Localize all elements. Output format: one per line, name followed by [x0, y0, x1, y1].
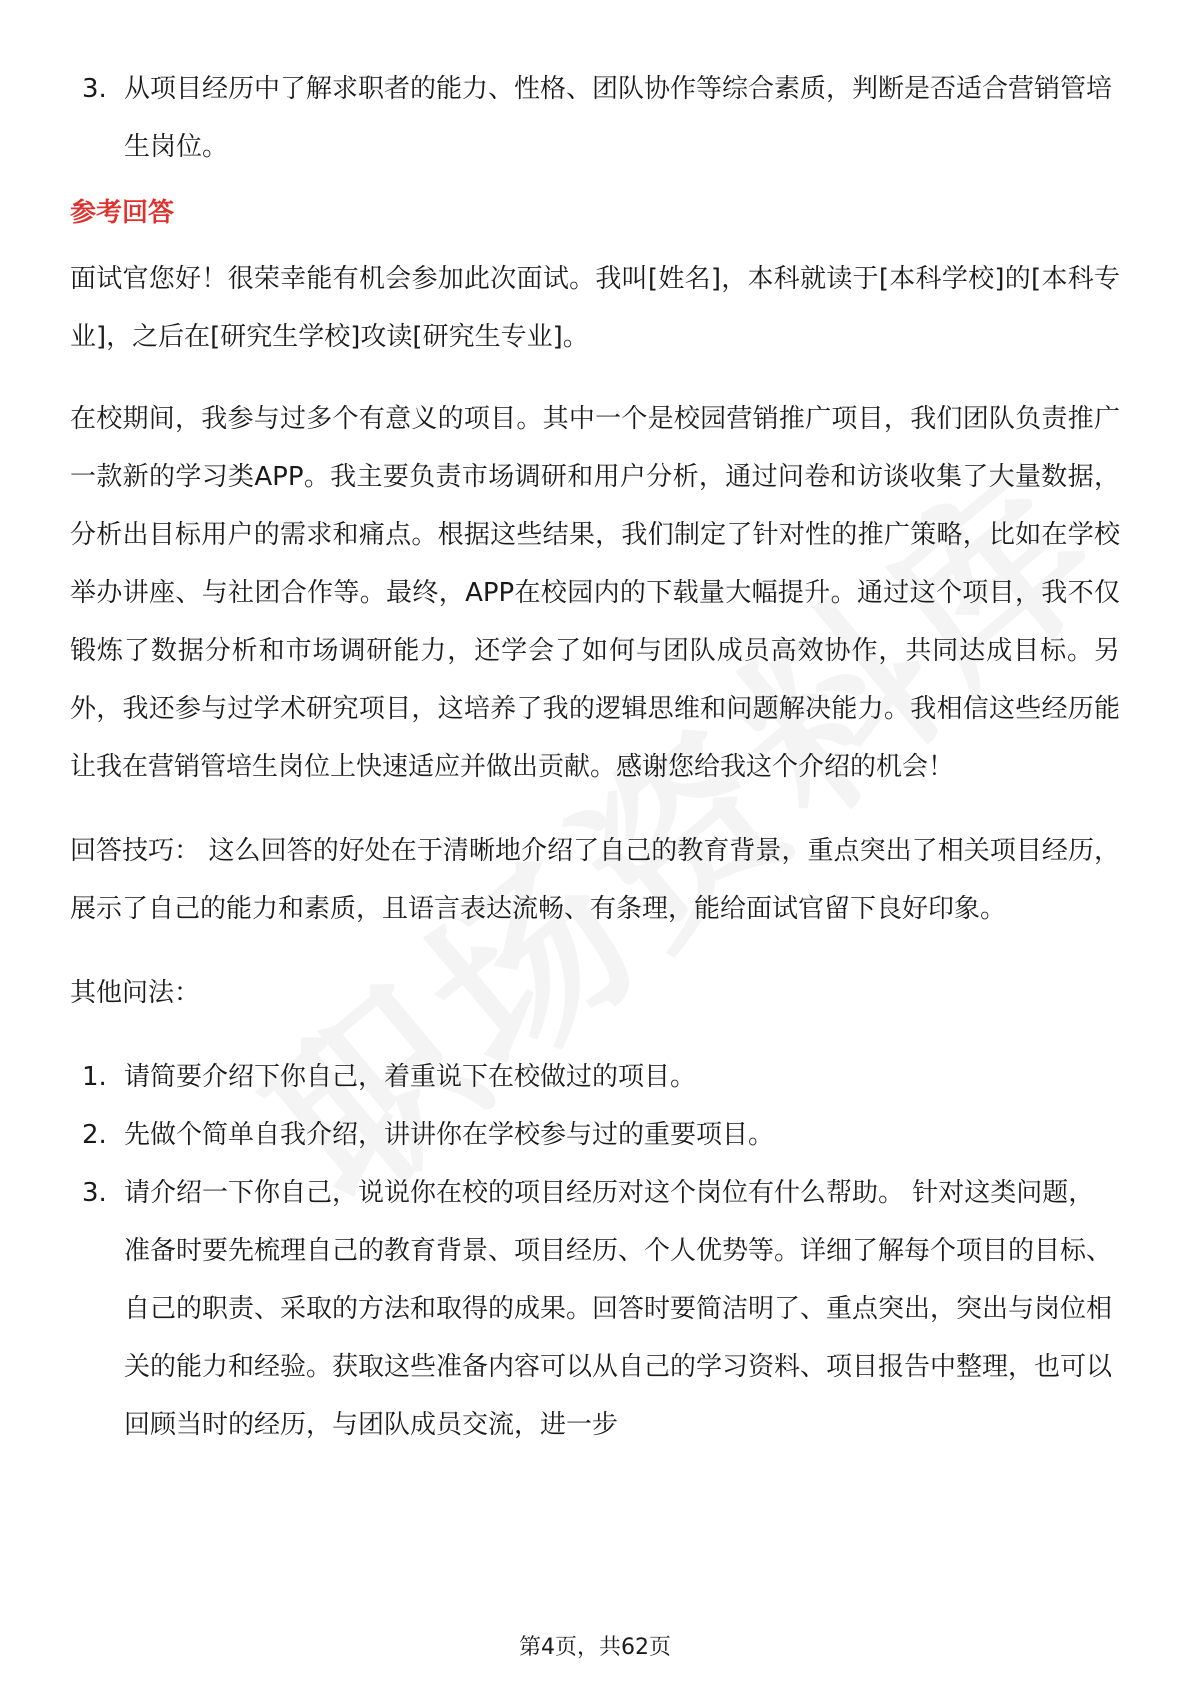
list-item-text: 请介绍一下你自己，说说你在校的项目经历对这个岗位有什么帮助。 针对这类问题，准备时要先梳理自己的教育背景、项目经历、个人优势等。详细了解每个项目的目标、自己的职责、采取的方法和取得的成果。回答时要简洁明了、重点突出，突出与岗位相关的能力和经验。获取这些准备内容可以从自己的学习资料、项目报告中整理，也可以回顾当时的经历，与团队成员交流，进一步 [124, 1178, 1113, 1440]
list-item-number: 1. [82, 1062, 107, 1092]
section-heading: 参考回答 [70, 198, 175, 228]
list-item-number: 3. [82, 1178, 107, 1208]
list-item [70, 1048, 1120, 1106]
other-questions-label: 其他问法： [70, 978, 201, 1008]
other-questions-list [70, 1048, 1120, 1454]
list-item [70, 1164, 1120, 1454]
experience-paragraph: 在校期间，我参与过多个有意义的项目。其中一个是校园营销推广项目，我们团队负责推广一款新的学习类APP。我主要负责市场调研和用户分析，通过问卷和访谈收集了大量数据，分析出目标用户的需求和痛点。根据这些结果，我们制定了针对性的推广策略，比如在学校举办讲座、与社团合作等。最终，APP在校园内的下载量大幅提升。通过这个项目，我不仅锻炼了数据分析和市场调研能力，还学会了如何与团队成员高效协作，共同达成目标。另外，我还参与过学术研究项目，这培养了我的逻辑思维和问题解决能力。我相信这些经历能让我在营销管培生岗位上快速适应并做出贡献。感谢您给我这个介绍的机会！ [70, 404, 1120, 782]
list-item [70, 1106, 1120, 1164]
list-item-text: 请简要介绍下你自己，着重说下在校做过的项目。 [124, 1062, 697, 1092]
list-item-text: 从项目经历中了解求职者的能力、性格、团队协作等综合素质，判断是否适合营销管培生岗位。 [124, 74, 1113, 162]
tips-paragraph: 回答技巧： 这么回答的好处在于清晰地介绍了自己的教育背景，重点突出了相关项目经历，展示了自己的能力和素质，且语言表达流畅、有条理，能给面试官留下良好印象。 [70, 836, 1120, 924]
page-number-footer: 第4页，共62页 [519, 1635, 671, 1660]
list-item [70, 60, 1120, 176]
list-item-number: 3. [82, 74, 107, 104]
list-item-text: 先做个简单自我介绍，讲讲你在学校参与过的重要项目。 [124, 1120, 775, 1150]
page-content [70, 60, 1120, 1454]
list-item-number: 2. [82, 1120, 107, 1150]
criteria-list [70, 60, 1120, 176]
intro-paragraph: 面试官您好！很荣幸能有机会参加此次面试。我叫[姓名]，本科就读于[本科学校]的[本科专业]，之后在[研究生学校]攻读[研究生专业]。 [70, 264, 1120, 352]
